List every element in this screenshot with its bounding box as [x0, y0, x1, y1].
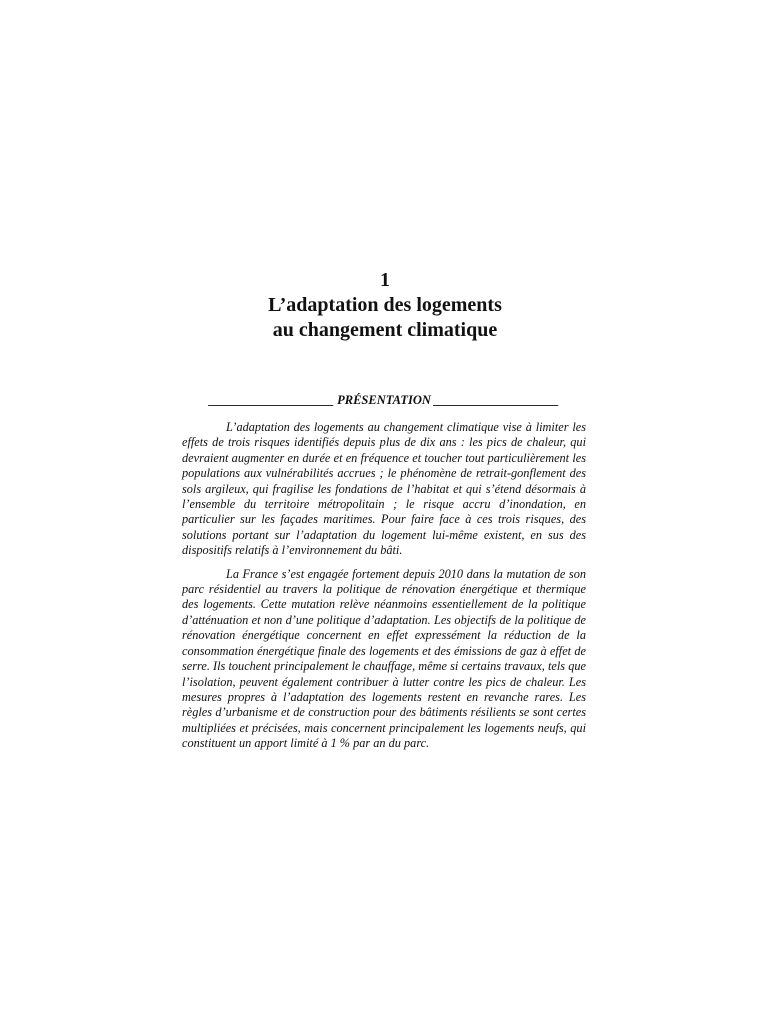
- paragraph-2: La France s’est engagée fortement depuis 2010 dans la mutation de son parc résidentiel au travers la politique de rénovation énergétique et thermique des logements. Cette mutation relève néanmoins essentiellement de la politique d’atténuation et non d’une politique d’adaptation. Les objectifs de la politique de rénovation énergétique concernent en effet expressément la réduction de la consommation énergétique finale des logements et des émissions de gaz à effet de serre. Ils touchent principalement le chauffage, même si certains travaux, tels que l’isolation, peuvent également contribuer à lutter contre les pics de chaleur. Les mesures propres à l’adaptation des logements restent en revanche rares. Les règles d’urbanisme et de construction pour des bâtiments résilients se sont certes multipliées et précisées, mais concernent principalement les logements neufs, qui constituent un apport limité à 1 % par an du parc.: [182, 566, 586, 751]
- body-text: [182, 420, 586, 760]
- chapter-heading: [0, 268, 770, 343]
- section-heading-presentation: ____________________ PRÉSENTATION ____________________: [208, 393, 560, 407]
- chapter-title-line-2: au changement climatique: [272, 319, 498, 341]
- chapter-number: 1: [380, 269, 390, 291]
- paragraph-1: L’adaptation des logements au changement climatique vise à limiter les effets de trois risques identifiés depuis plus de dix ans : les pics de chaleur, qui devraient augmenter en durée et en fréquence et toucher tout particulièrement les populations aux vulnérabilités accrues ; le phénomène de retrait-gonflement des sols argileux, qui fragilise les fondations de l’habitat et qui s’étend désormais à l’ensemble du territoire métropolitain ; le risque accru d’inondation, en particulier sur les façades maritimes. Pour faire face à ces trois risques, des solutions portant sur l’adaptation du logement lui-même existent, en sus des dispositifs relatifs à l’environnement du bâti.: [182, 420, 586, 558]
- chapter-title-line-1: L’adaptation des logements: [268, 294, 502, 316]
